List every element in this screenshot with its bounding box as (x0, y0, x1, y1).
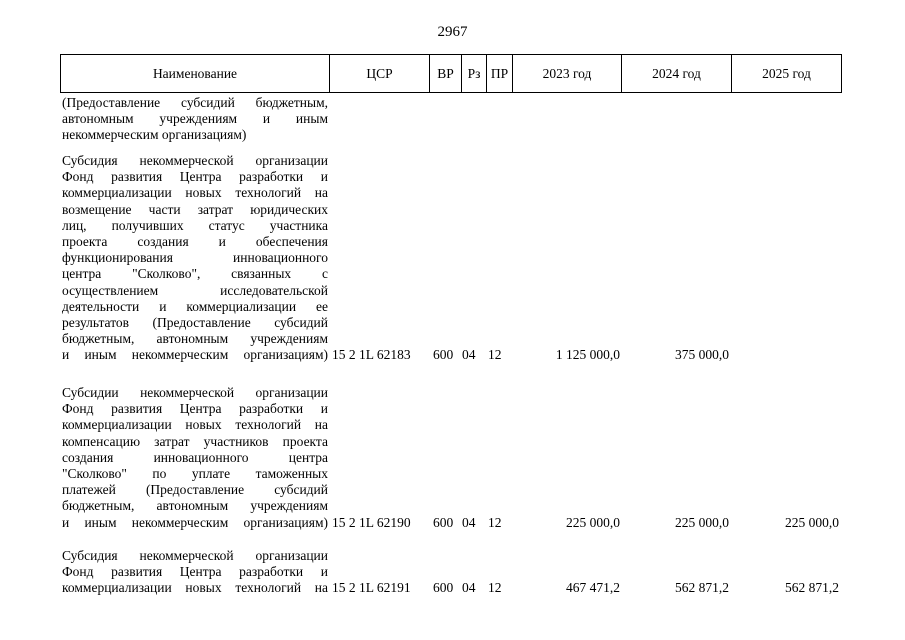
row-pr: 12 (488, 580, 502, 596)
row-value-2023: 225 000,0 (566, 514, 620, 530)
header-2023: 2023 год (512, 55, 621, 92)
row-csr: 15 2 1L 62190 (332, 514, 411, 530)
row-name-line: коммерциализации новых технологий на (62, 580, 328, 596)
row-name-line: бюджетным, автономным учреждениям (62, 331, 328, 347)
header-rz: Рз (461, 55, 486, 92)
row-rz: 04 (462, 580, 476, 596)
row-value-2025: 562 871,2 (785, 580, 839, 596)
row-name-line: (Предоставление субсидий бюджетным, (62, 95, 328, 110)
row-name-line: "Сколково" по уплате таможенных (62, 466, 328, 482)
row-name-line: Фонд развития Центра разработки и (62, 169, 328, 185)
row-name-line: бюджетным, автономным учреждениям (62, 498, 328, 514)
row-value-2024: 375 000,0 (675, 347, 729, 363)
header-2025: 2025 год (731, 55, 841, 92)
row-name-line: Фонд развития Центра разработки и (62, 564, 328, 580)
row-name-line: платежей (Предоставление субсидий (62, 482, 328, 498)
row-name-line: и иным некоммерческим организациям) (62, 347, 328, 363)
row-value-2023: 467 471,2 (566, 580, 620, 596)
row-csr: 15 2 1L 62191 (332, 580, 411, 596)
row-name (62, 95, 328, 144)
header-csr: ЦСР (329, 55, 429, 92)
header-vr: ВР (429, 55, 461, 92)
row-rz: 04 (462, 347, 476, 363)
row-name-line: автономным учреждениям и иным (62, 111, 328, 127)
row-name-line: результатов (Предоставление субсидий (62, 315, 328, 331)
row-csr: 15 2 1L 62183 (332, 347, 411, 363)
row-name-line: создания инновационного центра (62, 449, 328, 465)
row-name-line: осуществлением исследовательской (62, 282, 328, 298)
row-name-line: коммерциализации новых технологий на (62, 417, 328, 433)
row-name (62, 153, 328, 364)
row-name-line: Субсидия некоммерческой организации (62, 153, 328, 168)
row-name-line: компенсацию затрат участников проекта (62, 433, 328, 449)
row-name-line: некоммерческим организациям) (62, 127, 247, 143)
row-name-line: функционирования инновационного (62, 250, 328, 266)
row-name-line: коммерциализации новых технологий на (62, 185, 328, 201)
row-name-line: лиц, получивших статус участника (62, 217, 328, 233)
row-value-2025: 225 000,0 (785, 514, 839, 530)
header-name: Наименование (152, 66, 238, 81)
row-pr: 12 (488, 514, 502, 530)
row-name (62, 385, 328, 531)
row-name-line: и иным некоммерческим организациям) (62, 514, 328, 530)
row-vr: 600 (433, 580, 454, 596)
row-name (62, 548, 328, 597)
row-name-line: Фонд развития Центра разработки и (62, 401, 328, 417)
row-vr: 600 (433, 347, 454, 363)
table-header (60, 54, 842, 93)
row-name-line: проекта создания и обеспечения (62, 234, 328, 250)
row-name-line: деятельности и коммерциализации ее (62, 298, 328, 314)
row-value-2023: 1 125 000,0 (555, 347, 620, 363)
page-number: 2967 (437, 24, 468, 40)
row-value-2024: 562 871,2 (675, 580, 729, 596)
row-rz: 04 (462, 514, 476, 530)
row-name-line: возмещение части затрат юридических (62, 201, 328, 217)
row-name-line: Субсидия некоммерческой организации (62, 548, 328, 563)
header-pr: ПР (486, 55, 512, 92)
row-vr: 600 (433, 514, 454, 530)
row-value-2024: 225 000,0 (675, 514, 729, 530)
row-name-line: Субсидии некоммерческой организации (62, 385, 328, 400)
header-2024: 2024 год (621, 55, 731, 92)
row-pr: 12 (488, 347, 502, 363)
row-name-line: центра "Сколково", связанных с (62, 266, 328, 282)
